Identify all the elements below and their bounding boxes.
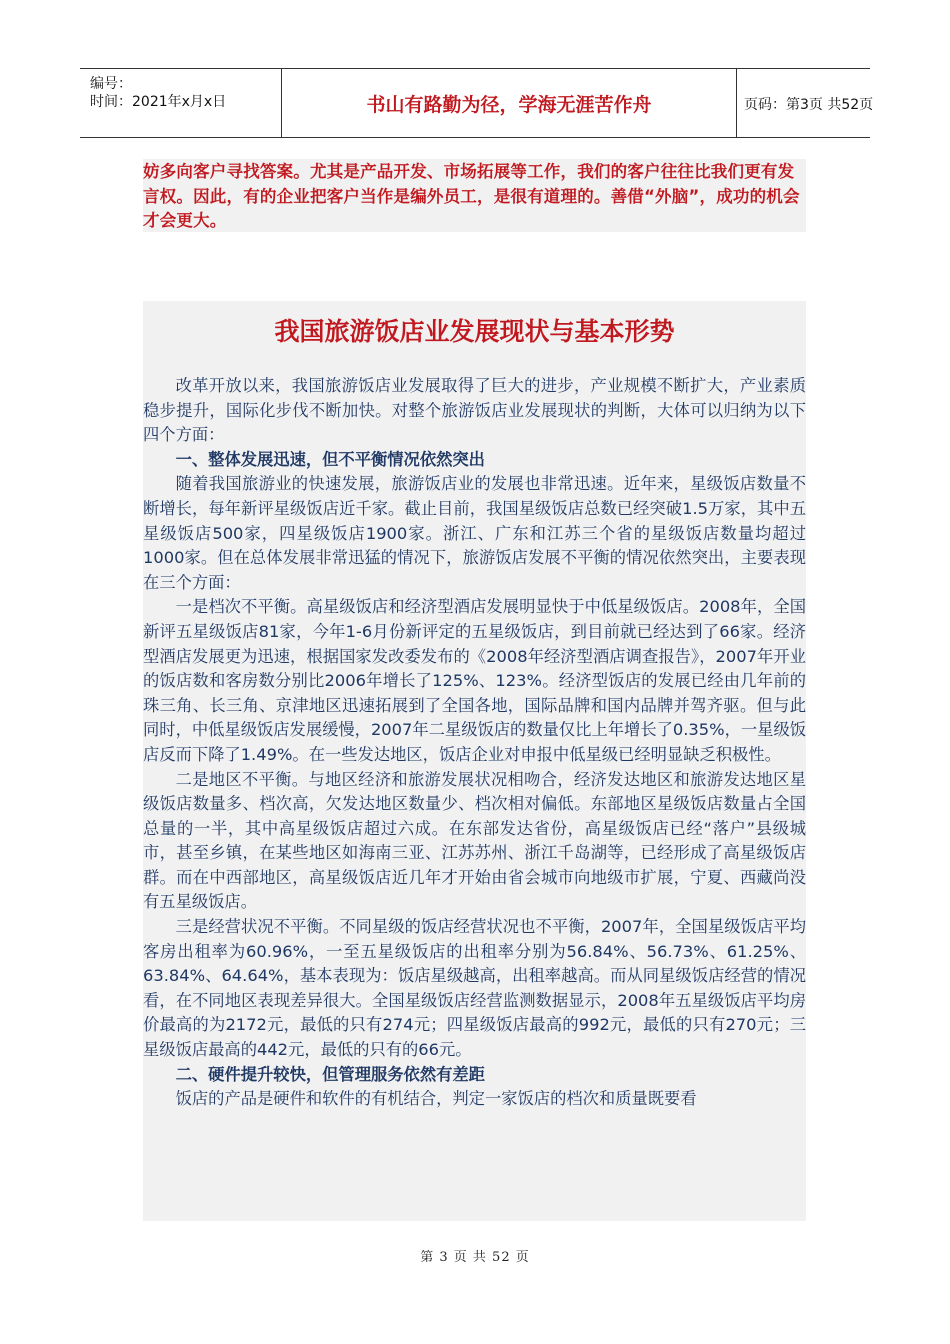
document-time-label: 时间：2021年x月x日 <box>90 94 227 110</box>
paragraph: 二是地区不平衡。与地区经济和旅游发展状况相吻合，经济发达地区和旅游发达地区星级饭店数量多、档次高，欠发达地区数量少、档次相对偏低。东部地区星级饭店数量占全国总量的一半，其中高星级饭店超过六成。在东部发达省份，高星级饭店已经“落户”县级城市，甚至乡镇，在某些地区如海南三亚、江苏苏州、浙江千岛湖等，已经形成了高星级饭店群。而在中西部地区，高星级饭店近几年才开始由省会城市向地级市扩展，宁夏、西藏尚没有五星级饭店。 <box>143 769 806 912</box>
header-info-cell <box>80 69 281 137</box>
header-page-cell <box>736 69 874 137</box>
paragraph: 三是经营状况不平衡。不同星级的饭店经营状况也不平衡，2007年，全国星级饭店平均客房出租率为60.96%，一至五星级饭店的出租率分别为56.84%、56.73%、61.25%、63.84%、64.64%，基本表现为：饭店星级越高，出租率越高。而从同星级饭店经营的情况看，在不同地区表现差异很大。全国星级饭店经营监测数据显示，2008年五星级饭店平均房价最高的为2172元，最低的只有274元；四星级饭店最高的992元，最低的只有270元；三星级饭店最高的442元，最低的只有的66元。 <box>143 917 806 1060</box>
article-body <box>143 374 806 1112</box>
document-header <box>80 68 874 138</box>
intro-text: 妨多向客户寻找答案。尤其是产品开发、市场拓展等工作，我们的客户往往比我们更有发言权。因此，有的企业把客户当作是编外员工，是很有道理的。善借“外脑”，成功的机会才会更大。 <box>143 162 800 230</box>
article <box>143 301 806 1221</box>
document-number-label: 编号： <box>90 76 132 92</box>
header-page-number: 页码：第3页 共52页 <box>744 97 874 113</box>
section-heading: 二、硬件提升较快，但管理服务依然有差距 <box>175 1064 485 1084</box>
paragraph: 一是档次不平衡。高星级饭店和经济型酒店发展明显快于中低星级饭店。2008年，全国新评五星级饭店81家，今年1-6月份新评定的五星级饭店，到目前就已经达到了66家。经济型酒店发展更为迅速，根据国家发改委发布的《2008年经济型酒店调查报告》，2007年开业的饭店数和客房数分别比2006年增长了125%、123%。经济型饭店的发展已经由几年前的珠三角、长三角、京津地区迅速拓展到了全国各地，国际品牌和国内品牌并驾齐驱。但与此同时，中低星级饭店发展缓慢，2007年二星级饭店的数量仅比上年增长了0.35%，一星级饭店反而下降了1.49%。在一些发达地区，饭店企业对申报中低星级已经明显缺乏积极性。 <box>143 597 806 764</box>
paragraph: 随着我国旅游业的快速发展，旅游饭店业的发展也非常迅速。近年来，星级饭店数量不断增长，每年新评星级饭店近千家。截止目前，我国星级饭店总数已经突破1.5万家，其中五星级饭店500家，四星级饭店1900家。浙江、广东和江苏三个省的星级饭店数量均超过1000家。但在总体发展非常迅猛的情况下，旅游饭店发展不平衡的情况依然突出，主要表现在三个方面： <box>143 474 806 592</box>
intro-block <box>143 159 806 232</box>
header-motto-cell <box>281 69 737 137</box>
paragraph: 饭店的产品是硬件和软件的有机结合，判定一家饭店的档次和质量既要看 <box>175 1089 697 1109</box>
section-heading: 一、整体发展迅速，但不平衡情况依然突出 <box>175 449 485 469</box>
paragraph: 改革开放以来，我国旅游饭店业发展取得了巨大的进步，产业规模不断扩大，产业素质稳步提升，国际化步伐不断加快。对整个旅游饭店业发展现状的判断，大体可以归纳为以下四个方面： <box>143 376 806 445</box>
page-footer: 第 3 页 共 52 页 <box>420 1250 530 1265</box>
header-motto: 书山有路勤为径，学海无涯苦作舟 <box>366 94 652 116</box>
article-title: 我国旅游饭店业发展现状与基本形势 <box>274 317 675 346</box>
